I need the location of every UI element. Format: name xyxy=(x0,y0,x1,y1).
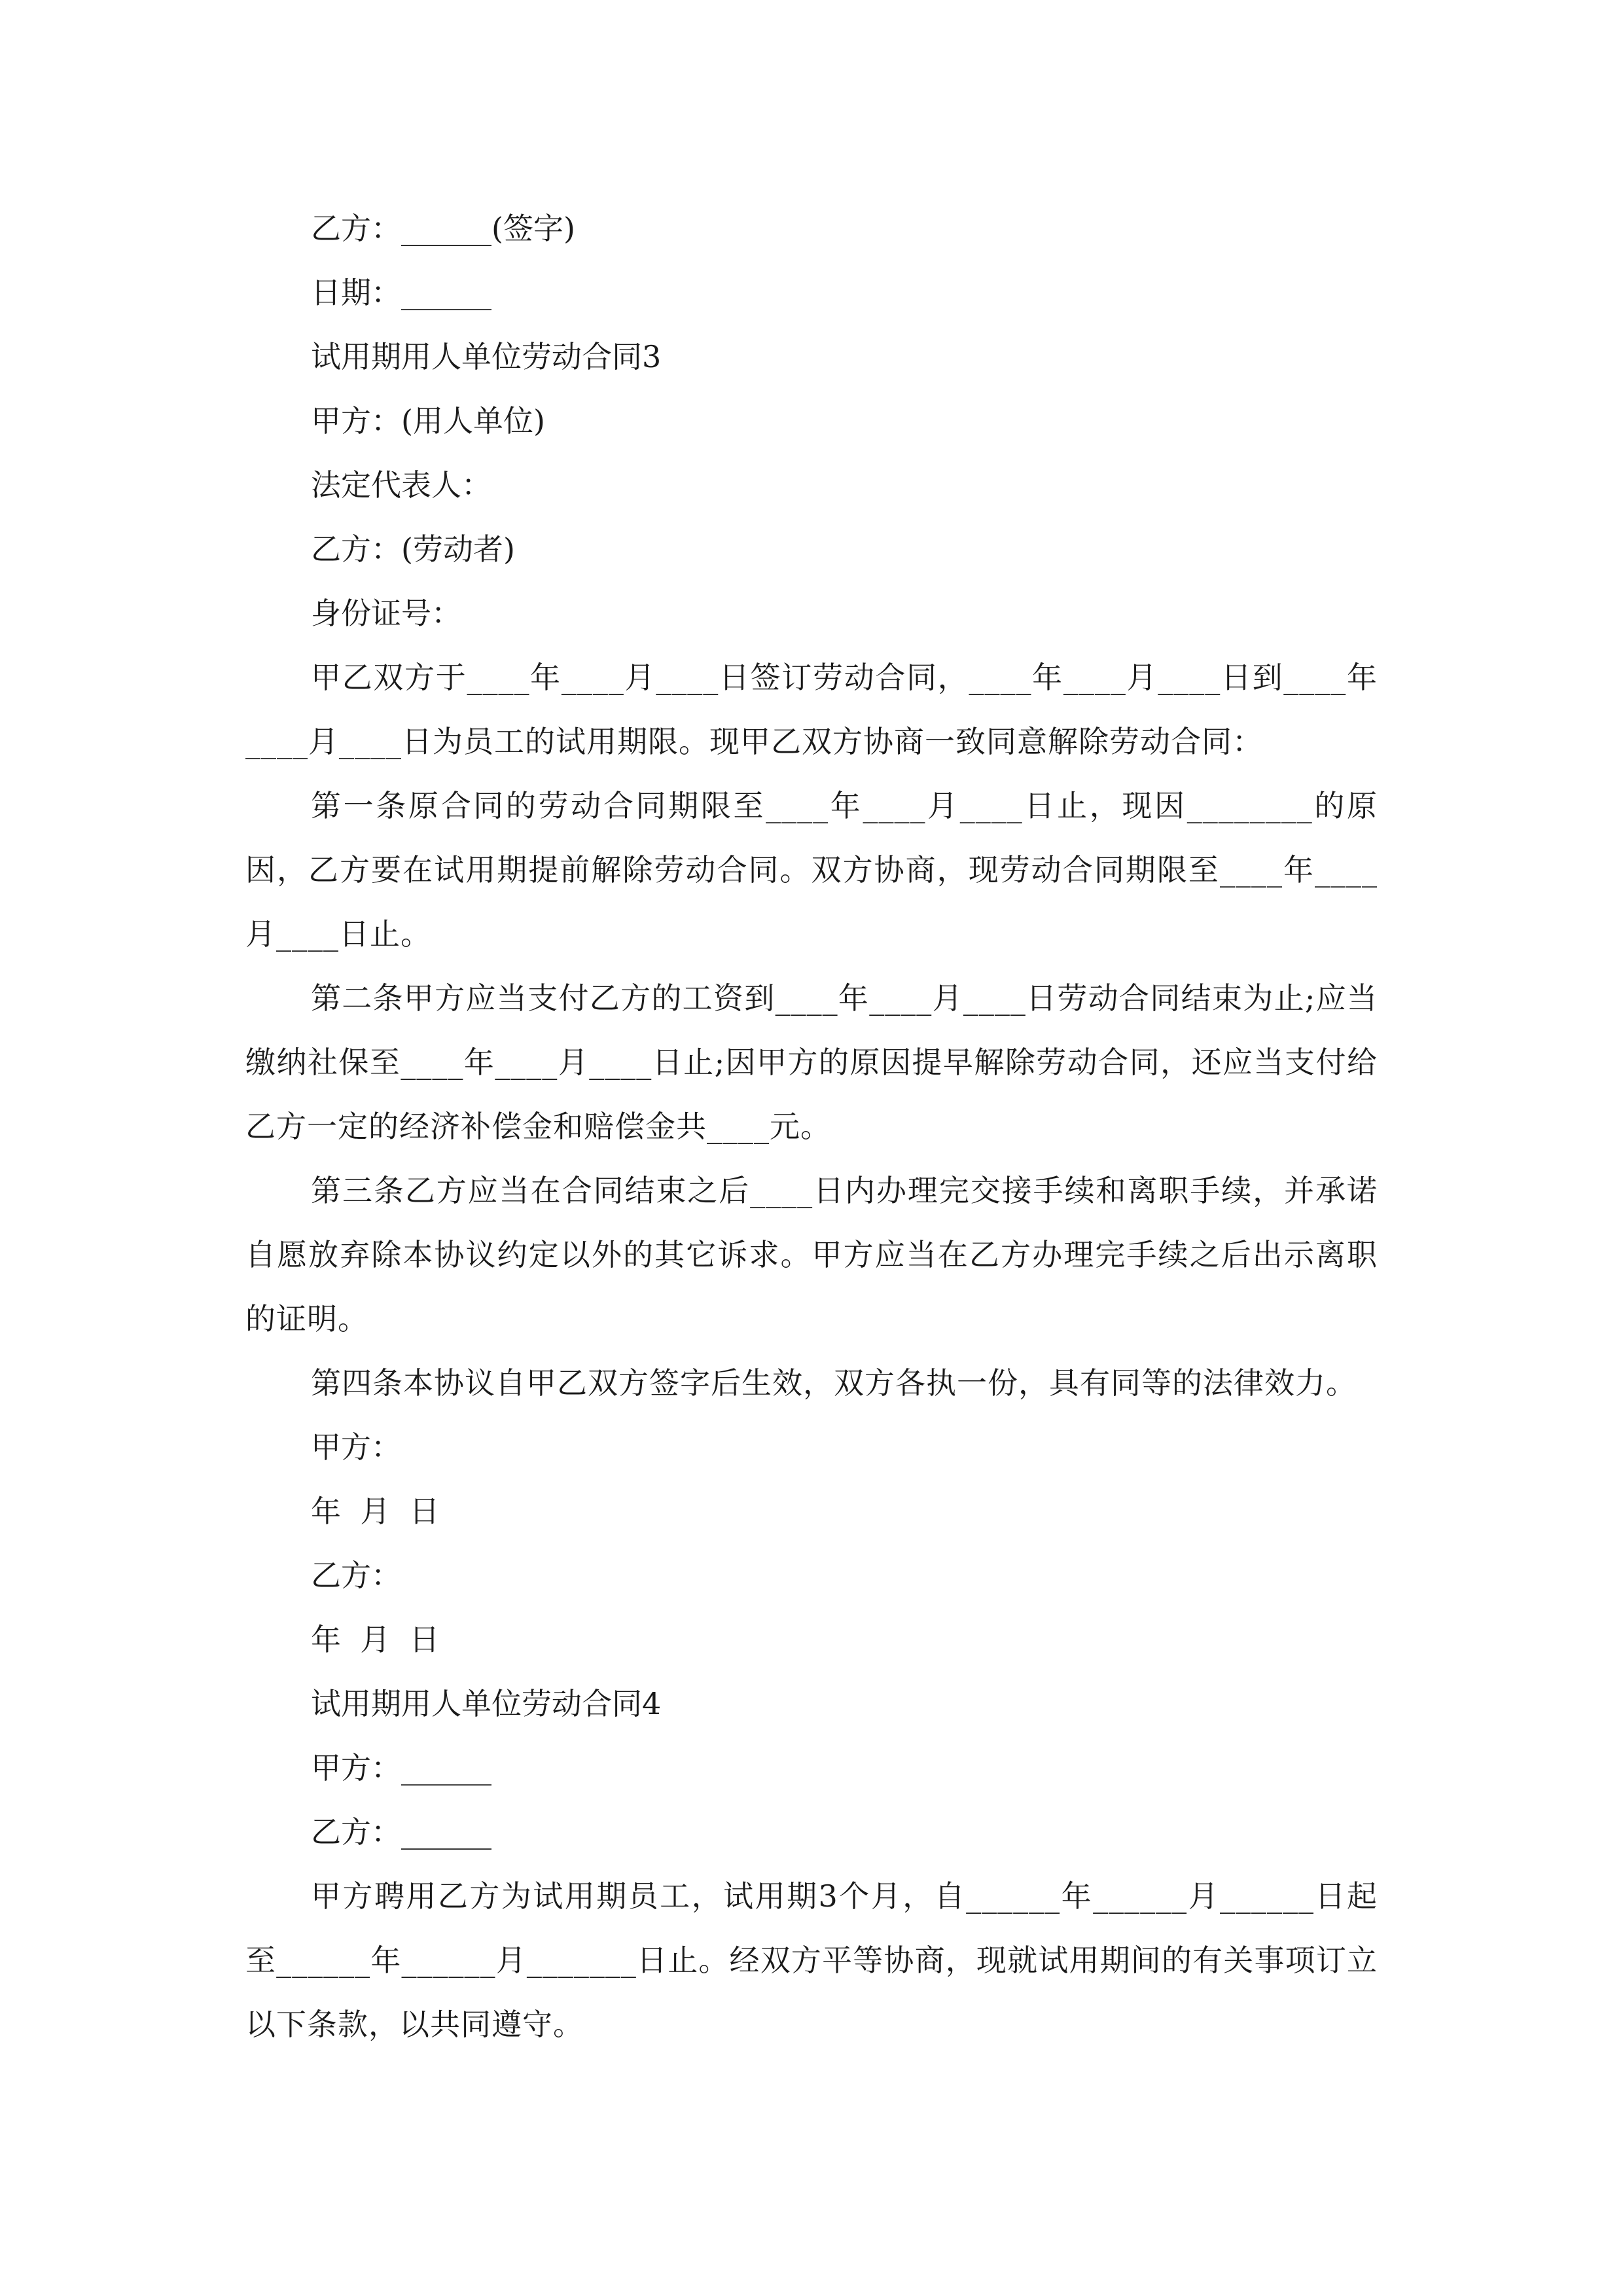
id-number-line: 身份证号： xyxy=(311,596,461,631)
contract-4-party-a-line: 甲方：______ xyxy=(311,1750,491,1785)
party-b-sign-line: 乙方： xyxy=(311,1558,401,1593)
article-3-paragraph: 第三条乙方应当在合同结束之后____日内办理完交接手续和离职手续，并承诺自愿放弃除本协议约定以外的其它诉求。甲方应当在乙方办理完手续之后出示离职的证明。 xyxy=(245,1173,1378,1336)
party-a-sign-line: 甲方： xyxy=(311,1429,401,1465)
article-1-paragraph: 第一条原合同的劳动合同期限至____年____月____日止，现因________的原因，乙方要在试用期提前解除劳动合同。双方协商，现劳动合同期限至____年____月____日止。 xyxy=(245,788,1378,952)
party-a-date-line: 年 月 日 xyxy=(311,1494,440,1529)
intro-paragraph: 甲乙双方于____年____月____日签订劳动合同，____年____月____日到____年____月____日为员工的试用期限。现甲乙双方协商一致同意解除劳动合同： xyxy=(245,660,1378,759)
contract-4-party-b-line: 乙方：______ xyxy=(311,1814,491,1850)
party-b-worker-line: 乙方：(劳动者) xyxy=(311,531,515,567)
contract-4-title: 试用期用人单位劳动合同4 xyxy=(311,1686,662,1721)
contract-4-intro-paragraph: 甲方聘用乙方为试用期员工，试用期3个月，自______年______月______日起至______年______月_______日止。经双方平等协商，现就试用期间的有关事项订立以下条款，以共同遵守。 xyxy=(245,1878,1378,2042)
date-line: 日期：______ xyxy=(311,275,491,310)
legal-representative-line: 法定代表人： xyxy=(311,467,491,503)
document-body xyxy=(245,196,1378,2056)
article-2-paragraph: 第二条甲方应当支付乙方的工资到____年____月____日劳动合同结束为止;应当缴纳社保至____年____月____日止;因甲方的原因提早解除劳动合同，还应当支付给乙方一定的经济补偿金和赔偿金共____元。 xyxy=(245,980,1378,1144)
contract-3-title: 试用期用人单位劳动合同3 xyxy=(311,339,662,374)
article-4-paragraph: 第四条本协议自甲乙双方签字后生效，双方各执一份，具有同等的法律效力。 xyxy=(311,1365,1357,1401)
party-a-employer-line: 甲方：(用人单位) xyxy=(311,403,545,439)
party-b-signature-line: 乙方：______(签字) xyxy=(311,211,575,246)
party-b-date-line: 年 月 日 xyxy=(311,1622,440,1657)
